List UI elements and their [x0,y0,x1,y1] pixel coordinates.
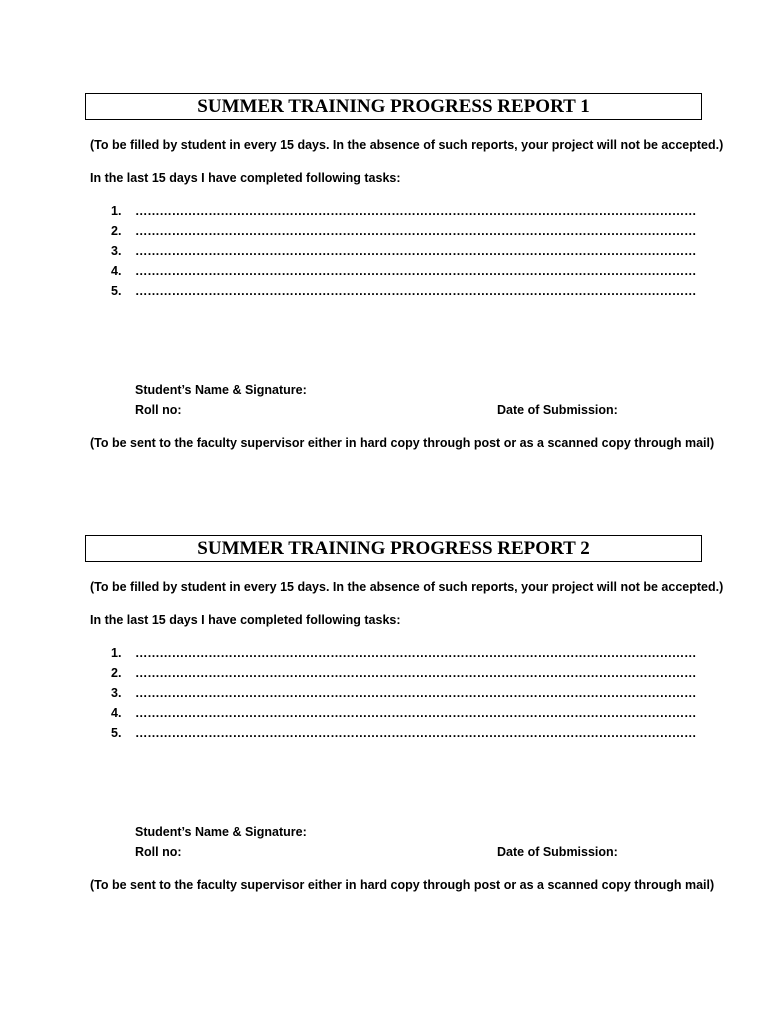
submission-note: (To be sent to the faculty supervisor either in hard copy through post or as a scanned copy through mail) [90,878,715,892]
task-blank-line: ………………………………………………………………………………………………………………………… [135,244,697,258]
task-blank-line: ………………………………………………………………………………………………………………………… [135,284,697,298]
fill-instruction: (To be filled by student in every 15 days. In the absence of such reports, your project will not be accepted.) [90,580,724,594]
task-blank-line: ………………………………………………………………………………………………………………………… [135,224,697,238]
task-blank-line: ………………………………………………………………………………………………………………………… [135,726,697,740]
submission-note: (To be sent to the faculty supervisor either in hard copy through post or as a scanned copy through mail) [90,436,715,450]
progress-report-2 [0,535,768,915]
task-number: 5. [111,284,122,298]
date-of-submission-label: Date of Submission: [497,403,618,417]
report-title: SUMMER TRAINING PROGRESS REPORT 1 [85,93,702,120]
report-title: SUMMER TRAINING PROGRESS REPORT 2 [85,535,702,562]
tasks-intro: In the last 15 days I have completed following tasks: [90,171,401,185]
task-number: 5. [111,726,122,740]
task-blank-line: ………………………………………………………………………………………………………………………… [135,264,697,278]
task-number: 4. [111,706,122,720]
student-name-signature-label: Student’s Name & Signature: [135,383,307,397]
task-blank-line: ………………………………………………………………………………………………………………………… [135,666,697,680]
task-number: 2. [111,224,122,238]
date-of-submission-label: Date of Submission: [497,845,618,859]
tasks-intro: In the last 15 days I have completed following tasks: [90,613,401,627]
task-number: 3. [111,686,122,700]
task-blank-line: ………………………………………………………………………………………………………………………… [135,646,697,660]
task-number: 1. [111,204,122,218]
task-number: 1. [111,646,122,660]
task-number: 4. [111,264,122,278]
progress-report-1 [0,93,768,473]
fill-instruction: (To be filled by student in every 15 days. In the absence of such reports, your project will not be accepted.) [90,138,724,152]
student-name-signature-label: Student’s Name & Signature: [135,825,307,839]
task-blank-line: ………………………………………………………………………………………………………………………… [135,204,697,218]
task-number: 2. [111,666,122,680]
task-number: 3. [111,244,122,258]
task-blank-line: ………………………………………………………………………………………………………………………… [135,686,697,700]
roll-no-label: Roll no: [135,403,182,417]
roll-no-label: Roll no: [135,845,182,859]
task-blank-line: ………………………………………………………………………………………………………………………… [135,706,697,720]
